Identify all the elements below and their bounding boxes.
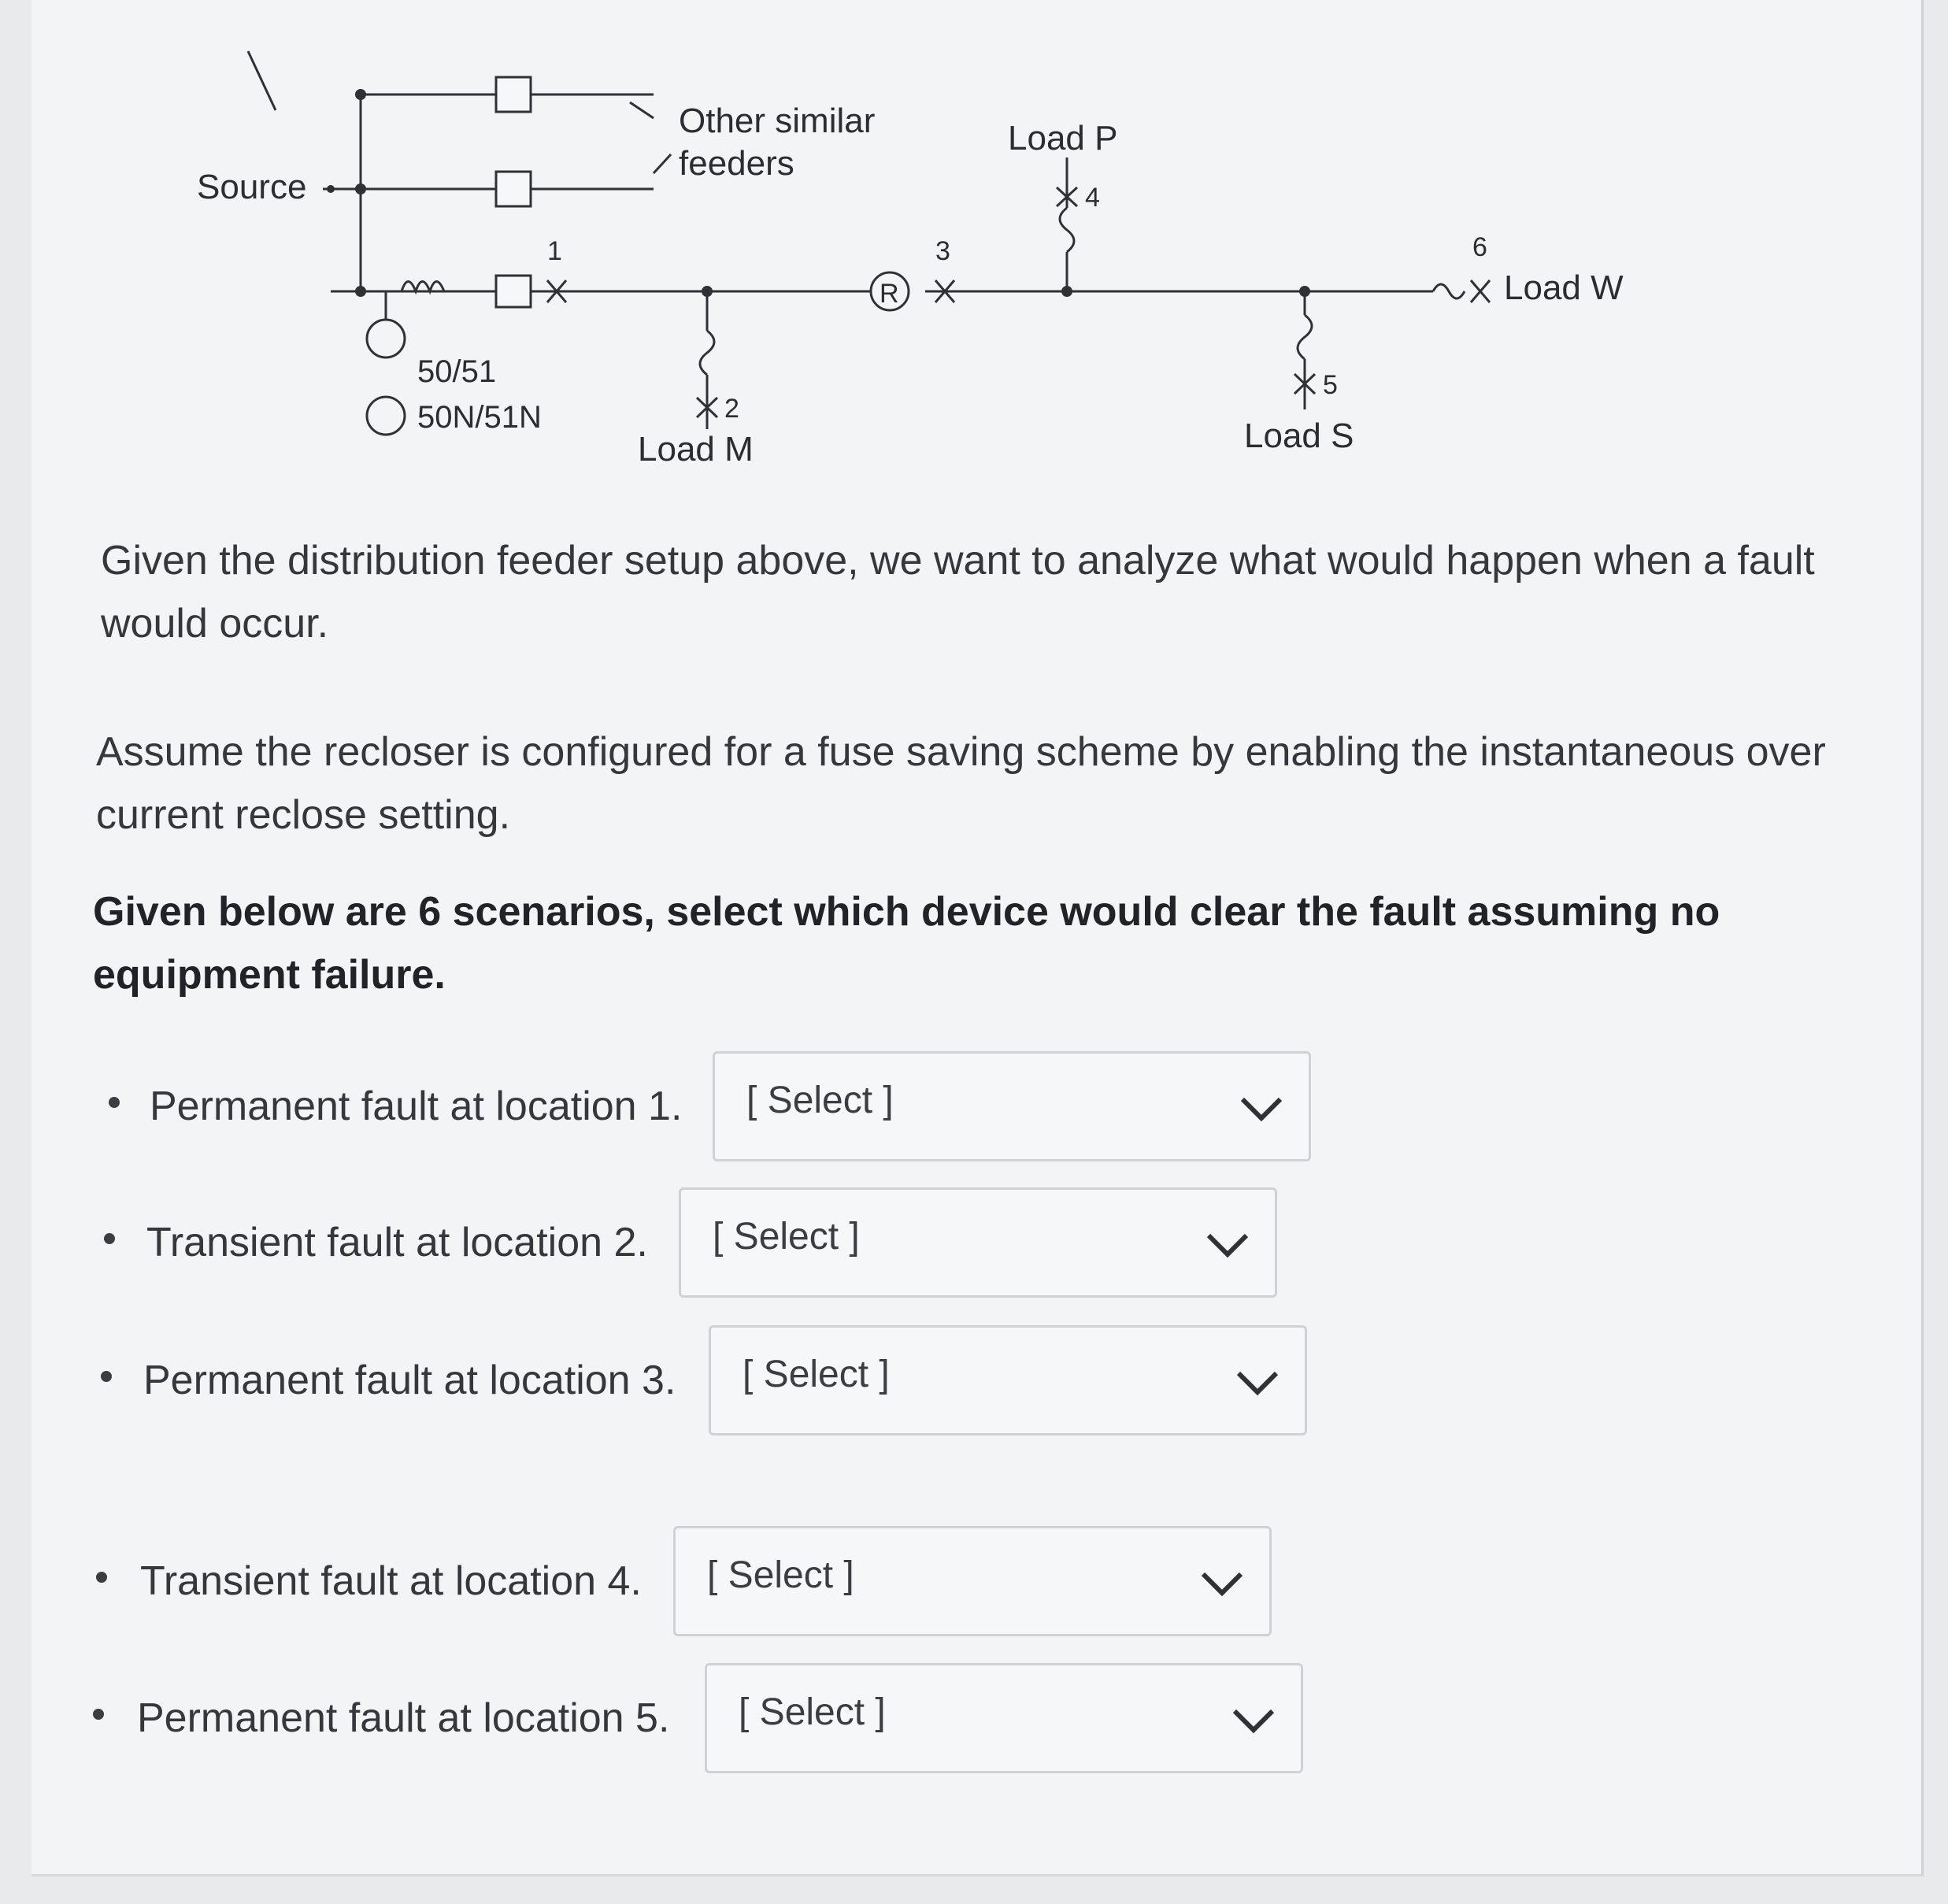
chevron-down-icon (1230, 1706, 1277, 1735)
device-select-3[interactable] (709, 1325, 1307, 1435)
feeder-diagram (31, 0, 1921, 488)
bullet-icon (93, 1709, 104, 1720)
question-row-4 (31, 1526, 1370, 1636)
select-value: [ Select ] (746, 1080, 894, 1121)
intro-text: Given the distribution feeder setup above, we want to analyze what would happen when a fault would occur. (101, 538, 1815, 646)
recloser-symbol: R (880, 279, 899, 309)
question-row-3 (31, 1325, 1370, 1435)
location-3-label: 3 (935, 236, 950, 266)
location-4-label: 4 (1085, 183, 1100, 213)
quiz-page (31, 0, 1924, 1876)
load-s-label: Load S (1244, 417, 1354, 455)
chevron-down-icon (1234, 1369, 1281, 1397)
chevron-down-icon (1198, 1569, 1246, 1598)
select-value: [ Select ] (713, 1216, 860, 1258)
device-select-2[interactable] (679, 1187, 1277, 1298)
question-label: Permanent fault at location 3. (143, 1358, 676, 1403)
question-label: Permanent fault at location 5. (137, 1695, 670, 1741)
relay-label-ground: 50N/51N (417, 400, 542, 435)
location-5-label: 5 (1323, 370, 1338, 400)
location-6-label: 6 (1472, 232, 1487, 262)
chevron-down-icon (1204, 1231, 1251, 1259)
load-m-label: Load M (638, 430, 754, 469)
select-value: [ Select ] (739, 1691, 886, 1733)
question-label: Transient fault at location 4. (140, 1558, 642, 1604)
device-select-5[interactable] (705, 1663, 1303, 1773)
chevron-down-icon (1238, 1095, 1285, 1123)
location-1-label: 1 (547, 236, 562, 266)
bullet-icon (109, 1097, 120, 1108)
question-row-2 (31, 1187, 1370, 1298)
device-select-1[interactable] (713, 1051, 1311, 1161)
question-row-1 (31, 1051, 1370, 1161)
question-row-5 (31, 1663, 1370, 1773)
question-label: Transient fault at location 2. (146, 1220, 648, 1265)
source-label: Source (197, 168, 307, 206)
load-p-label: Load P (1008, 119, 1118, 157)
bullet-icon (101, 1371, 112, 1382)
assumption-text: Assume the recloser is configured for a fuse saving scheme by enabling the instantaneous over current reclose setting. (96, 729, 1826, 838)
select-value: [ Select ] (743, 1354, 890, 1395)
device-select-4[interactable] (673, 1526, 1272, 1636)
location-2-label: 2 (724, 394, 739, 424)
question-label: Permanent fault at location 1. (150, 1084, 683, 1129)
relay-label-phase: 50/51 (417, 354, 497, 389)
other-feeders-label-2: feeders (679, 144, 794, 183)
bullet-icon (104, 1233, 115, 1244)
instruction-text: Given below are 6 scenarios, select which device would clear the fault assuming no equipment failure. (93, 889, 1720, 998)
other-feeders-label-1: Other similar (679, 102, 876, 140)
select-value: [ Select ] (707, 1554, 854, 1596)
load-w-label: Load W (1504, 269, 1624, 307)
bullet-icon (96, 1572, 107, 1583)
